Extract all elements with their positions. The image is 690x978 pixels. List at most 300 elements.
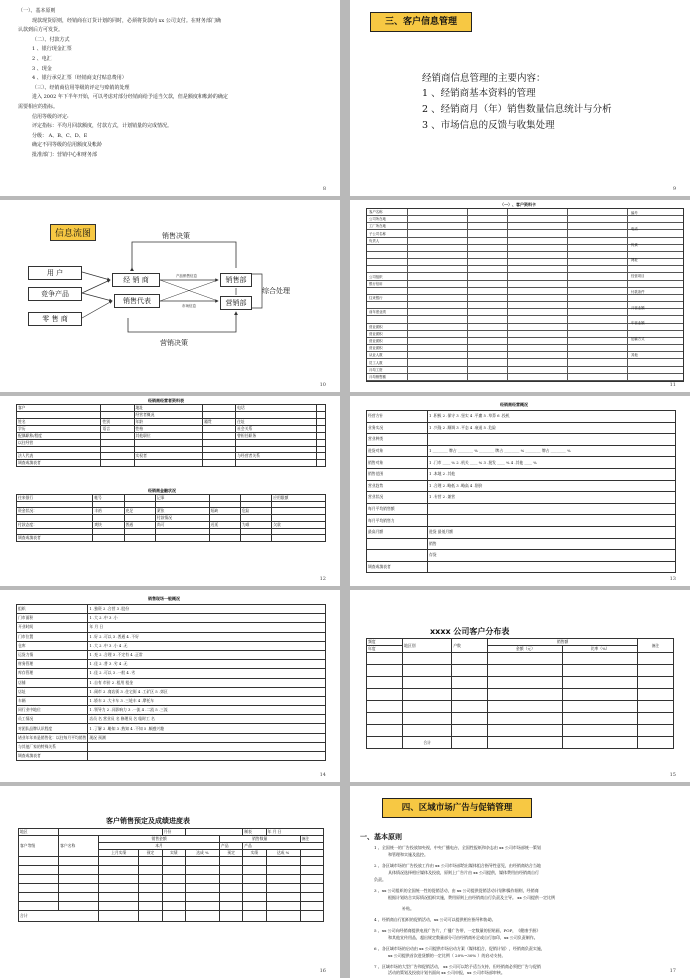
table-cell [316, 419, 325, 426]
table-cell [316, 412, 325, 419]
card-row: 营业面积 [367, 345, 683, 352]
row-label: 库存管理 [17, 669, 88, 678]
row-value: 1 .充 2 .合理 3 .不定有 4 .正常 [88, 650, 326, 659]
card-row: 营业面积 [367, 331, 683, 338]
row-value: 年 月 日 [88, 623, 326, 632]
table-cell [488, 713, 563, 725]
row-value: 1 .独资 2 .合营 3 .股份 [88, 605, 326, 614]
box-sales-rep: 销售代表 [114, 294, 160, 308]
row-label: 开业时间 [17, 623, 88, 632]
text-line: 4 、银行承兑汇票（经销商支付贴息费用） [32, 75, 127, 82]
text-line: 评定指标：平均月回款额度，付款方式，计划销量的完成情况。 [32, 123, 173, 130]
table-cell [316, 433, 325, 440]
table-row [17, 724, 326, 733]
table-cell [185, 829, 242, 836]
table-cell: 记事 [155, 495, 209, 502]
table-cell [162, 884, 185, 893]
table-cell [185, 884, 219, 893]
card-column-line [627, 209, 628, 381]
table-cell: 充足 [124, 508, 155, 515]
owner-info-title: 经销商经营者资料表 [148, 398, 184, 403]
table-cell: 频度 [367, 639, 403, 646]
row-value: 现况 预测 [88, 733, 326, 742]
table-cell: 资金状况： [17, 508, 93, 515]
table-cell [243, 884, 266, 893]
slide-13 [350, 396, 690, 586]
table-cell: 本月 [99, 843, 220, 850]
table-cell [134, 460, 203, 467]
processing-label: 综合处理 [262, 287, 290, 295]
table-cell: 产品 [219, 843, 242, 850]
row-label: 与其他厂家的特殊关系 [17, 742, 88, 751]
text-line: 认款到后方可发货。 [18, 27, 64, 34]
text-line: 信用等级的评定: [32, 113, 69, 120]
row-value: 存货 [428, 550, 676, 562]
distribution-title: xxxx 公司客户分布表 [430, 627, 510, 636]
card-field-label: 经营项目 [631, 274, 645, 279]
table-cell: 应用限额 [272, 495, 326, 502]
row-value: 1 .兴隆 2 .顺调 3 .平态 4 .衰退 5 .危险 [428, 422, 676, 434]
table-cell [139, 866, 162, 875]
table-cell [452, 725, 488, 737]
product-info-label: 产品销售信息 [176, 274, 197, 278]
row-value: 1 .门市 ____ % 2 .机关 ____ % 3 .批发 ____ % 4 .其他 ____ % [428, 457, 676, 469]
page-number: 14 [319, 772, 326, 778]
slide-17 [350, 786, 690, 978]
table-row [19, 866, 324, 875]
table-cell [272, 515, 326, 522]
table-cell: 客户等级 [19, 836, 59, 857]
table-cell: 紧张 [155, 508, 209, 515]
table-cell [563, 653, 637, 665]
row-value: 1 .领导力 2 .具影响力 3 .一流 4 .二流 5 .三流 [88, 706, 326, 715]
page-number: 13 [669, 576, 676, 582]
table-cell: 语言 [101, 426, 134, 433]
card-field-label: 付款条件 [631, 289, 645, 294]
table-row [367, 422, 676, 434]
slide-12 [0, 396, 340, 586]
table-cell [488, 665, 563, 677]
market-info-label: 市场信息 [182, 304, 196, 308]
table-cell [266, 911, 300, 922]
card-row: 客户名称 [367, 209, 683, 216]
row-label: 车辆 [17, 696, 88, 705]
table-cell [563, 677, 637, 689]
table-cell [185, 902, 219, 911]
table-cell [637, 713, 673, 725]
row-label: 店铺 [17, 678, 88, 687]
text-line: 3 、现金 [32, 65, 52, 72]
row-label: 门市位置 [17, 632, 88, 641]
table-cell: 迟延 [209, 522, 240, 529]
row-label: 最高月额 [367, 526, 428, 538]
row-value: 销售 [428, 538, 676, 550]
table-cell [101, 440, 134, 447]
table-cell: 其他职位 [134, 433, 203, 440]
table-cell [403, 725, 452, 737]
table-row [19, 875, 324, 884]
table-cell [300, 857, 323, 866]
table-row [367, 725, 674, 737]
table-cell [219, 902, 242, 911]
table-row [17, 742, 326, 751]
table-cell [452, 653, 488, 665]
table-cell: 性别 [101, 419, 134, 426]
table-cell [300, 893, 323, 902]
table-cell: 调查或填表者 [17, 460, 101, 467]
table-cell [240, 495, 271, 502]
table-cell [185, 875, 219, 884]
table-cell [403, 713, 452, 725]
table-row [17, 632, 326, 641]
table-cell [155, 535, 209, 542]
table-cell [300, 875, 323, 884]
table-cell [203, 405, 236, 412]
table-cell [219, 866, 242, 875]
text-line: 2 、各区域市场的广告投放工作由 xx 公司市场部给出媒体组合指导性意见，由经销商结合当地 [374, 863, 541, 868]
text-line: 2 、电汇 [32, 56, 52, 62]
table-row [17, 752, 326, 761]
finance-title: 经销商金融状况 [148, 488, 176, 493]
table-cell: 合计 [403, 737, 452, 749]
table-cell [59, 875, 99, 884]
table-cell [59, 893, 99, 902]
row-value: 进货 最低月额 [428, 526, 676, 538]
row-value [428, 515, 676, 527]
table-cell [266, 884, 300, 893]
table-cell [185, 866, 219, 875]
table-row [17, 641, 326, 650]
table-cell: 帐号 [93, 495, 124, 502]
table-cell [17, 515, 93, 522]
table-row [19, 893, 324, 902]
row-label: 营业趋势 [367, 480, 428, 492]
row-label: 员工情况 [17, 715, 88, 724]
table-cell [316, 405, 325, 412]
table-cell [367, 677, 403, 689]
table-cell [219, 884, 242, 893]
table-cell [19, 884, 59, 893]
table-cell [488, 653, 563, 665]
row-value: 1 .大 2 .中 3 .小 4 .无 [88, 641, 326, 650]
row-label: 营业种类 [367, 434, 428, 446]
table-cell: 法人代表 [17, 453, 101, 460]
table-cell [124, 495, 155, 502]
table-row [17, 508, 326, 515]
table-cell [637, 653, 673, 665]
text-line: 分级： A、B、C、D、E [32, 132, 88, 139]
table-cell [266, 857, 300, 866]
table-cell [272, 535, 326, 542]
table-cell [19, 875, 59, 884]
finance-table [16, 494, 326, 542]
table-cell: 比率（%） [563, 646, 637, 653]
table-cell [19, 857, 59, 866]
table-cell [452, 713, 488, 725]
row-label: 财务管理 [17, 660, 88, 669]
table-cell: 与经营者关系 [236, 453, 316, 460]
table-cell [209, 535, 240, 542]
row-value: 1 .佳 2 .可以 3 .一般 4 .劣 [88, 669, 326, 678]
card-field-label: 年营业额 [631, 321, 645, 326]
row-label [367, 550, 428, 562]
site-overview-table [16, 604, 326, 761]
table-cell: 上月实绩 [99, 850, 139, 857]
row-value [428, 434, 676, 446]
list-item: 1 、经销商基本资料的管理 [422, 88, 536, 99]
table-cell [637, 689, 673, 701]
box-marketing-dept: 营销部 [220, 296, 252, 310]
table-cell [637, 701, 673, 713]
table-cell [59, 902, 99, 911]
table-cell [101, 405, 134, 412]
table-cell: 产品 [243, 843, 324, 850]
slide-14 [0, 590, 340, 782]
table-row [19, 857, 324, 866]
table-cell [99, 857, 139, 866]
card-row: 工厂所在地 [367, 223, 683, 230]
table-cell: 制表 [243, 829, 266, 836]
total-row [367, 737, 674, 749]
section-heading: 四、区域市场广告与促销管理 [382, 798, 532, 818]
table-cell [203, 440, 236, 447]
table-row [19, 911, 324, 922]
intro-text: 经销商信息管理的主要内容： [422, 73, 546, 84]
table-row [17, 733, 326, 742]
sales-decision-label: 销售决策 [162, 232, 190, 240]
table-cell: 普通 [124, 522, 155, 529]
table-row [367, 411, 676, 423]
page-number: 11 [669, 382, 676, 388]
table-cell [367, 725, 403, 737]
box-retailer: 零 售 商 [28, 312, 82, 326]
table-cell [266, 866, 300, 875]
table-cell [403, 665, 452, 677]
progress-table [18, 828, 324, 922]
table-cell: 往来银行 [17, 495, 93, 502]
table-cell [139, 902, 162, 911]
table-cell: 销售额 [488, 639, 637, 646]
table-cell [93, 515, 124, 522]
page-number: 8 [322, 186, 326, 192]
slide-8 [0, 0, 340, 196]
table-cell [563, 665, 637, 677]
table-cell [209, 495, 240, 502]
table-cell: 欠款 [272, 522, 326, 529]
row-value: 1 ________ 牌占 ________ % ________ 牌占 ________ % ________ 牌占 ________ % [428, 445, 676, 457]
row-label: 经营方针 [367, 411, 428, 423]
table-cell [452, 665, 488, 677]
table-cell [243, 866, 266, 875]
table-cell: 客户 [17, 405, 101, 412]
card-row: 营业面积 [367, 324, 683, 331]
table-cell [17, 412, 101, 419]
list-item: 3 、市场信息的反馈与收集处理 [422, 120, 555, 131]
row-value [428, 561, 676, 573]
row-label: 每月平均销售额 [367, 503, 428, 515]
table-row [17, 687, 326, 696]
slide-10 [0, 200, 340, 392]
table-cell [101, 453, 134, 460]
content-list [422, 86, 612, 134]
table-cell [139, 911, 162, 922]
table-cell: 实绩 [243, 850, 266, 857]
table-row [367, 503, 676, 515]
table-cell [162, 911, 185, 922]
table-cell [316, 453, 325, 460]
list-item: 2 、经销商月（年）销售数量信息统计与分析 [422, 104, 612, 115]
table-cell [59, 857, 99, 866]
table-cell [19, 902, 59, 911]
row-value: 1 .合理 2 .略低 3 .略高 4 .削价 [428, 480, 676, 492]
table-cell [101, 460, 134, 467]
table-cell [637, 665, 673, 677]
table-row [19, 884, 324, 893]
text-line: 1 、全国统一的广告投放如央视，中央广播电台，全国性报纸和杂志由 xx 公司市场部统一策划 [374, 845, 541, 850]
card-column-line [507, 209, 508, 381]
table-row [17, 419, 326, 426]
row-label: 同行业中地位 [17, 706, 88, 715]
table-row [17, 715, 326, 724]
card-row: 负责人 [367, 238, 683, 245]
table-cell: 实权者 [134, 453, 203, 460]
table-row [19, 836, 324, 843]
table-cell [134, 440, 203, 447]
text-line: 5 、xx 公司向经销商提供电视广告片，广播广告带，一定数量的招贴画，POP，《健康手册》 [374, 928, 541, 933]
slide-16 [0, 786, 340, 978]
table-cell [99, 884, 139, 893]
row-label: 调查或填表者 [17, 752, 88, 761]
card-field-label: 月营业额 [631, 305, 645, 310]
table-row [19, 829, 324, 836]
table-cell [240, 535, 271, 542]
table-cell: 达成 % [185, 850, 219, 857]
table-cell: 为难 [240, 522, 271, 529]
page-number: 9 [672, 186, 676, 192]
card-row: 月均销售额 [367, 374, 683, 381]
table-cell [59, 884, 99, 893]
table-row [367, 713, 674, 725]
table-cell: 电话 [236, 405, 316, 412]
table-cell [316, 440, 325, 447]
table-cell [99, 893, 139, 902]
table-row [17, 412, 326, 419]
card-row: 子公司名称 [367, 231, 683, 238]
table-cell [243, 893, 266, 902]
table-row [17, 433, 326, 440]
table-cell [488, 689, 563, 701]
table-cell [300, 911, 323, 922]
table-cell [367, 689, 403, 701]
table-row [367, 457, 676, 469]
slide-15 [350, 590, 690, 782]
section-heading: 三、客户信息管理 [370, 12, 472, 32]
table-cell: 地址 [134, 405, 203, 412]
row-label: 店址 [17, 687, 88, 696]
table-row [17, 515, 326, 522]
row-value: 1 .本地 2 .其他 [428, 468, 676, 480]
table-cell: 爽快 [93, 522, 124, 529]
table-cell [209, 515, 240, 522]
table-row [17, 650, 326, 659]
row-value [428, 503, 676, 515]
table-cell: 预定 [139, 850, 162, 857]
table-row [17, 669, 326, 678]
page-number: 16 [319, 968, 326, 974]
table-cell: 年 月 日 [266, 829, 323, 836]
table-cell [300, 884, 323, 893]
page-number: 12 [319, 576, 326, 582]
table-cell [403, 677, 452, 689]
subheading: 一、基本原则 [360, 833, 402, 841]
table-cell: 危险 [240, 508, 271, 515]
box-dealer: 经 销 商 [112, 273, 160, 287]
progress-title: 客户销售预定及成绩进度表 [106, 817, 190, 825]
table-cell: 丰裕 [93, 508, 124, 515]
table-cell [99, 866, 139, 875]
table-row [367, 434, 676, 446]
table-cell [563, 713, 637, 725]
table-cell [101, 412, 134, 419]
card-row: 公司组织 [367, 274, 683, 281]
row-value: 1 .自有 市价 2 .租用 租金 [88, 678, 326, 687]
table-row [17, 440, 326, 447]
customer-card-title: （一）、客户资料卡 [500, 202, 536, 207]
table-cell [185, 857, 219, 866]
table-row [17, 453, 326, 460]
table-cell: 学历 [17, 426, 101, 433]
table-cell [243, 902, 266, 911]
table-row [17, 696, 326, 705]
table-cell [139, 875, 162, 884]
table-row [367, 561, 676, 573]
distribution-table [366, 638, 674, 749]
header-row [367, 639, 674, 646]
row-label: 销售对象 [367, 457, 428, 469]
card-column-line [407, 209, 408, 381]
text-line: 7 、区域市场的大型广告和促销活动， xx 公司可以给予适当支持，但经销商必须把广告与促销 [374, 964, 541, 969]
text-line: 需要相应的指标。 [18, 104, 59, 110]
table-cell: 年度 [367, 646, 403, 653]
table-cell [236, 460, 316, 467]
row-label: 营业状况 [367, 492, 428, 504]
table-row [367, 550, 676, 562]
table-cell: 经营者概况 [134, 412, 203, 419]
table-cell [19, 893, 59, 902]
table-cell: 达成 % [266, 850, 300, 857]
table-cell [266, 875, 300, 884]
table-row [17, 623, 326, 632]
table-row [17, 678, 326, 687]
table-cell [203, 460, 236, 467]
table-cell [316, 460, 325, 467]
table-cell [101, 433, 134, 440]
table-cell [637, 677, 673, 689]
table-cell: 客户名称 [59, 836, 99, 857]
table-cell [403, 653, 452, 665]
table-cell [240, 515, 271, 522]
card-row: 月均工资 [367, 367, 683, 374]
table-cell: 金额（元） [488, 646, 563, 653]
table-cell [203, 433, 236, 440]
table-cell [219, 857, 242, 866]
text-line: 负责。 [374, 877, 386, 882]
row-value: 1 .好 2 .可以 3 .普通 4 .不好 [88, 632, 326, 641]
table-cell: 合计 [19, 911, 99, 922]
business-overview-title: 经销商经营概况 [500, 402, 528, 407]
table-cell [162, 857, 185, 866]
text-line: 和管理和实施及监控。 [388, 852, 428, 857]
